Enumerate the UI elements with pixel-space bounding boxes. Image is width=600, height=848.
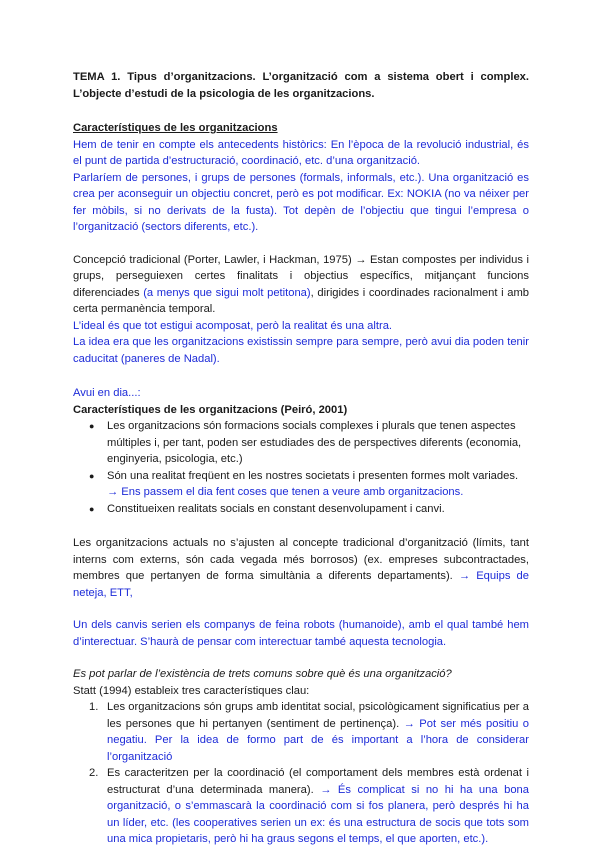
current-aside: → Equips de neteja, ETT, bbox=[73, 570, 529, 599]
spacer bbox=[73, 517, 529, 535]
numbered-list bbox=[73, 699, 529, 848]
note-robots: Un dels canvis serien els companys de feina robots (humanoide), amb el qual també hem d’interectuar. S’haurà de pensar com interectuar també aquesta tecnologia. bbox=[73, 619, 529, 648]
item-text-blue: → És complicat si no hi ha una bona organització, o s’emmascarà la coordinació com si fos planera, però després hi ha un líder, etc. (les cooperatives serien un ex: és una estructura de socis que tots som una mica propietaris, però hi ha graus segons el temps, el que aporten, etc.). bbox=[107, 783, 529, 845]
spacer bbox=[73, 601, 529, 617]
list-item bbox=[73, 418, 529, 468]
bullet-text: Són una realitat freqüent en les nostres societats i presenten formes molt variades. bbox=[107, 469, 519, 482]
item-text-black: Les organitzacions són grups amb identitat social, psicològicament significatius per a les persones que hi pertanyen (sentiment de pertinença). bbox=[107, 701, 529, 730]
spacer bbox=[73, 650, 529, 666]
note-historical: Hem de tenir en compte els antecedents històrics: En l’època de la revolució industrial, és el punt de partida d’estructuració, coordinació, etc. d’una organització. bbox=[73, 138, 529, 167]
bullet-text: Constitueixen realitats socials en constant desenvolupament i canvi. bbox=[107, 502, 445, 515]
spacer bbox=[73, 236, 529, 252]
statt-intro: Statt (1994) estableix tres característiques clau: bbox=[73, 684, 310, 697]
item-text bbox=[107, 699, 529, 765]
nowadays-intro: Avui en dia...: bbox=[73, 387, 141, 399]
list-number: 1. bbox=[89, 701, 99, 713]
bullet-list bbox=[73, 418, 529, 517]
item-text bbox=[107, 765, 529, 848]
document-body bbox=[73, 69, 529, 848]
item-text-black: Es caracteritzen per la coordinació (el comportament dels membres està ordenat i estructurat d’una determinada manera). bbox=[107, 767, 529, 796]
section-heading: Característiques de les organitzacions bbox=[73, 122, 278, 134]
traditional-aside: (a menys que sigui molt petitona) bbox=[143, 286, 311, 299]
note-caducitat: La idea era que les organitzacions existissin sempre para sempre, però avui dia poden tenir caducitat (paneres de Nadal). bbox=[73, 336, 529, 365]
question: Es pot parlar de l’existència de trets comuns sobre què és una organització? bbox=[73, 668, 452, 680]
traditional-text-1: Concepció tradicional (Porter, Lawler, i Hackman, 1975) → Estan compostes per individus i grups, perseguiexen certes finalitats i objectius específics, mitjançant funcions diferenciades bbox=[73, 253, 529, 299]
item-text-blue: → Pot ser més positiu o negatiu. Per la idea de formo part de és important a l’hora de considerar l’organització bbox=[107, 717, 529, 763]
list-item bbox=[73, 765, 529, 848]
spacer bbox=[73, 367, 529, 385]
list-item bbox=[73, 468, 529, 501]
section-heading-peiro: Característiques de les organitzacions (Peiró, 2001) bbox=[73, 403, 348, 416]
note-people: Parlaríem de persones, i grups de persones (formals, informals, etc.). Una organització es crea per aconseguir un objectiu concret, però es pot modificar. Ex: NOKIA (no va néixer per fer mòbils, si no derivats de la fusta). Tot depèn de l’objectiu que tingui l’empresa o l’organització (sectors diferents, etc.). bbox=[73, 171, 529, 233]
list-item bbox=[73, 501, 529, 518]
document-title: TEMA 1. Tipus d’organitzacions. L’organització com a sistema obert i complex. L’objecte d’estudi de la psicologia de les organitzacions. bbox=[73, 71, 529, 100]
traditional-concept bbox=[73, 252, 529, 318]
traditional-text-2: , dirigides i coordinades racionalment i amb certa permanència temporal. bbox=[73, 286, 529, 315]
spacer bbox=[73, 102, 529, 120]
note-ideal: L’ideal és que tot estigui acomposat, però la realitat és una altra. bbox=[73, 319, 393, 332]
list-number: 2. bbox=[89, 767, 99, 779]
current-text: Les organitzacions actuals no s’ajusten al concepte tradicional d’organització (límits, tant interns com externs, són cada vegada més borrosos) (ex. empreses subcontractades, membres que pertanyen de forma simultània a diferents departaments). bbox=[73, 537, 529, 582]
current-organizations bbox=[73, 535, 529, 601]
list-item bbox=[73, 699, 529, 765]
bullet-note: → Ens passem el dia fent coses que tenen a veure amb organitzacions. bbox=[107, 486, 464, 498]
bullet-text: Les organitzacions són formacions socials complexes i plurals que tenen aspectes múltiples i, per tant, poden ser estudiades des de perspectives diferents (economia, enginyeria, psicologia, etc.) bbox=[107, 420, 522, 465]
